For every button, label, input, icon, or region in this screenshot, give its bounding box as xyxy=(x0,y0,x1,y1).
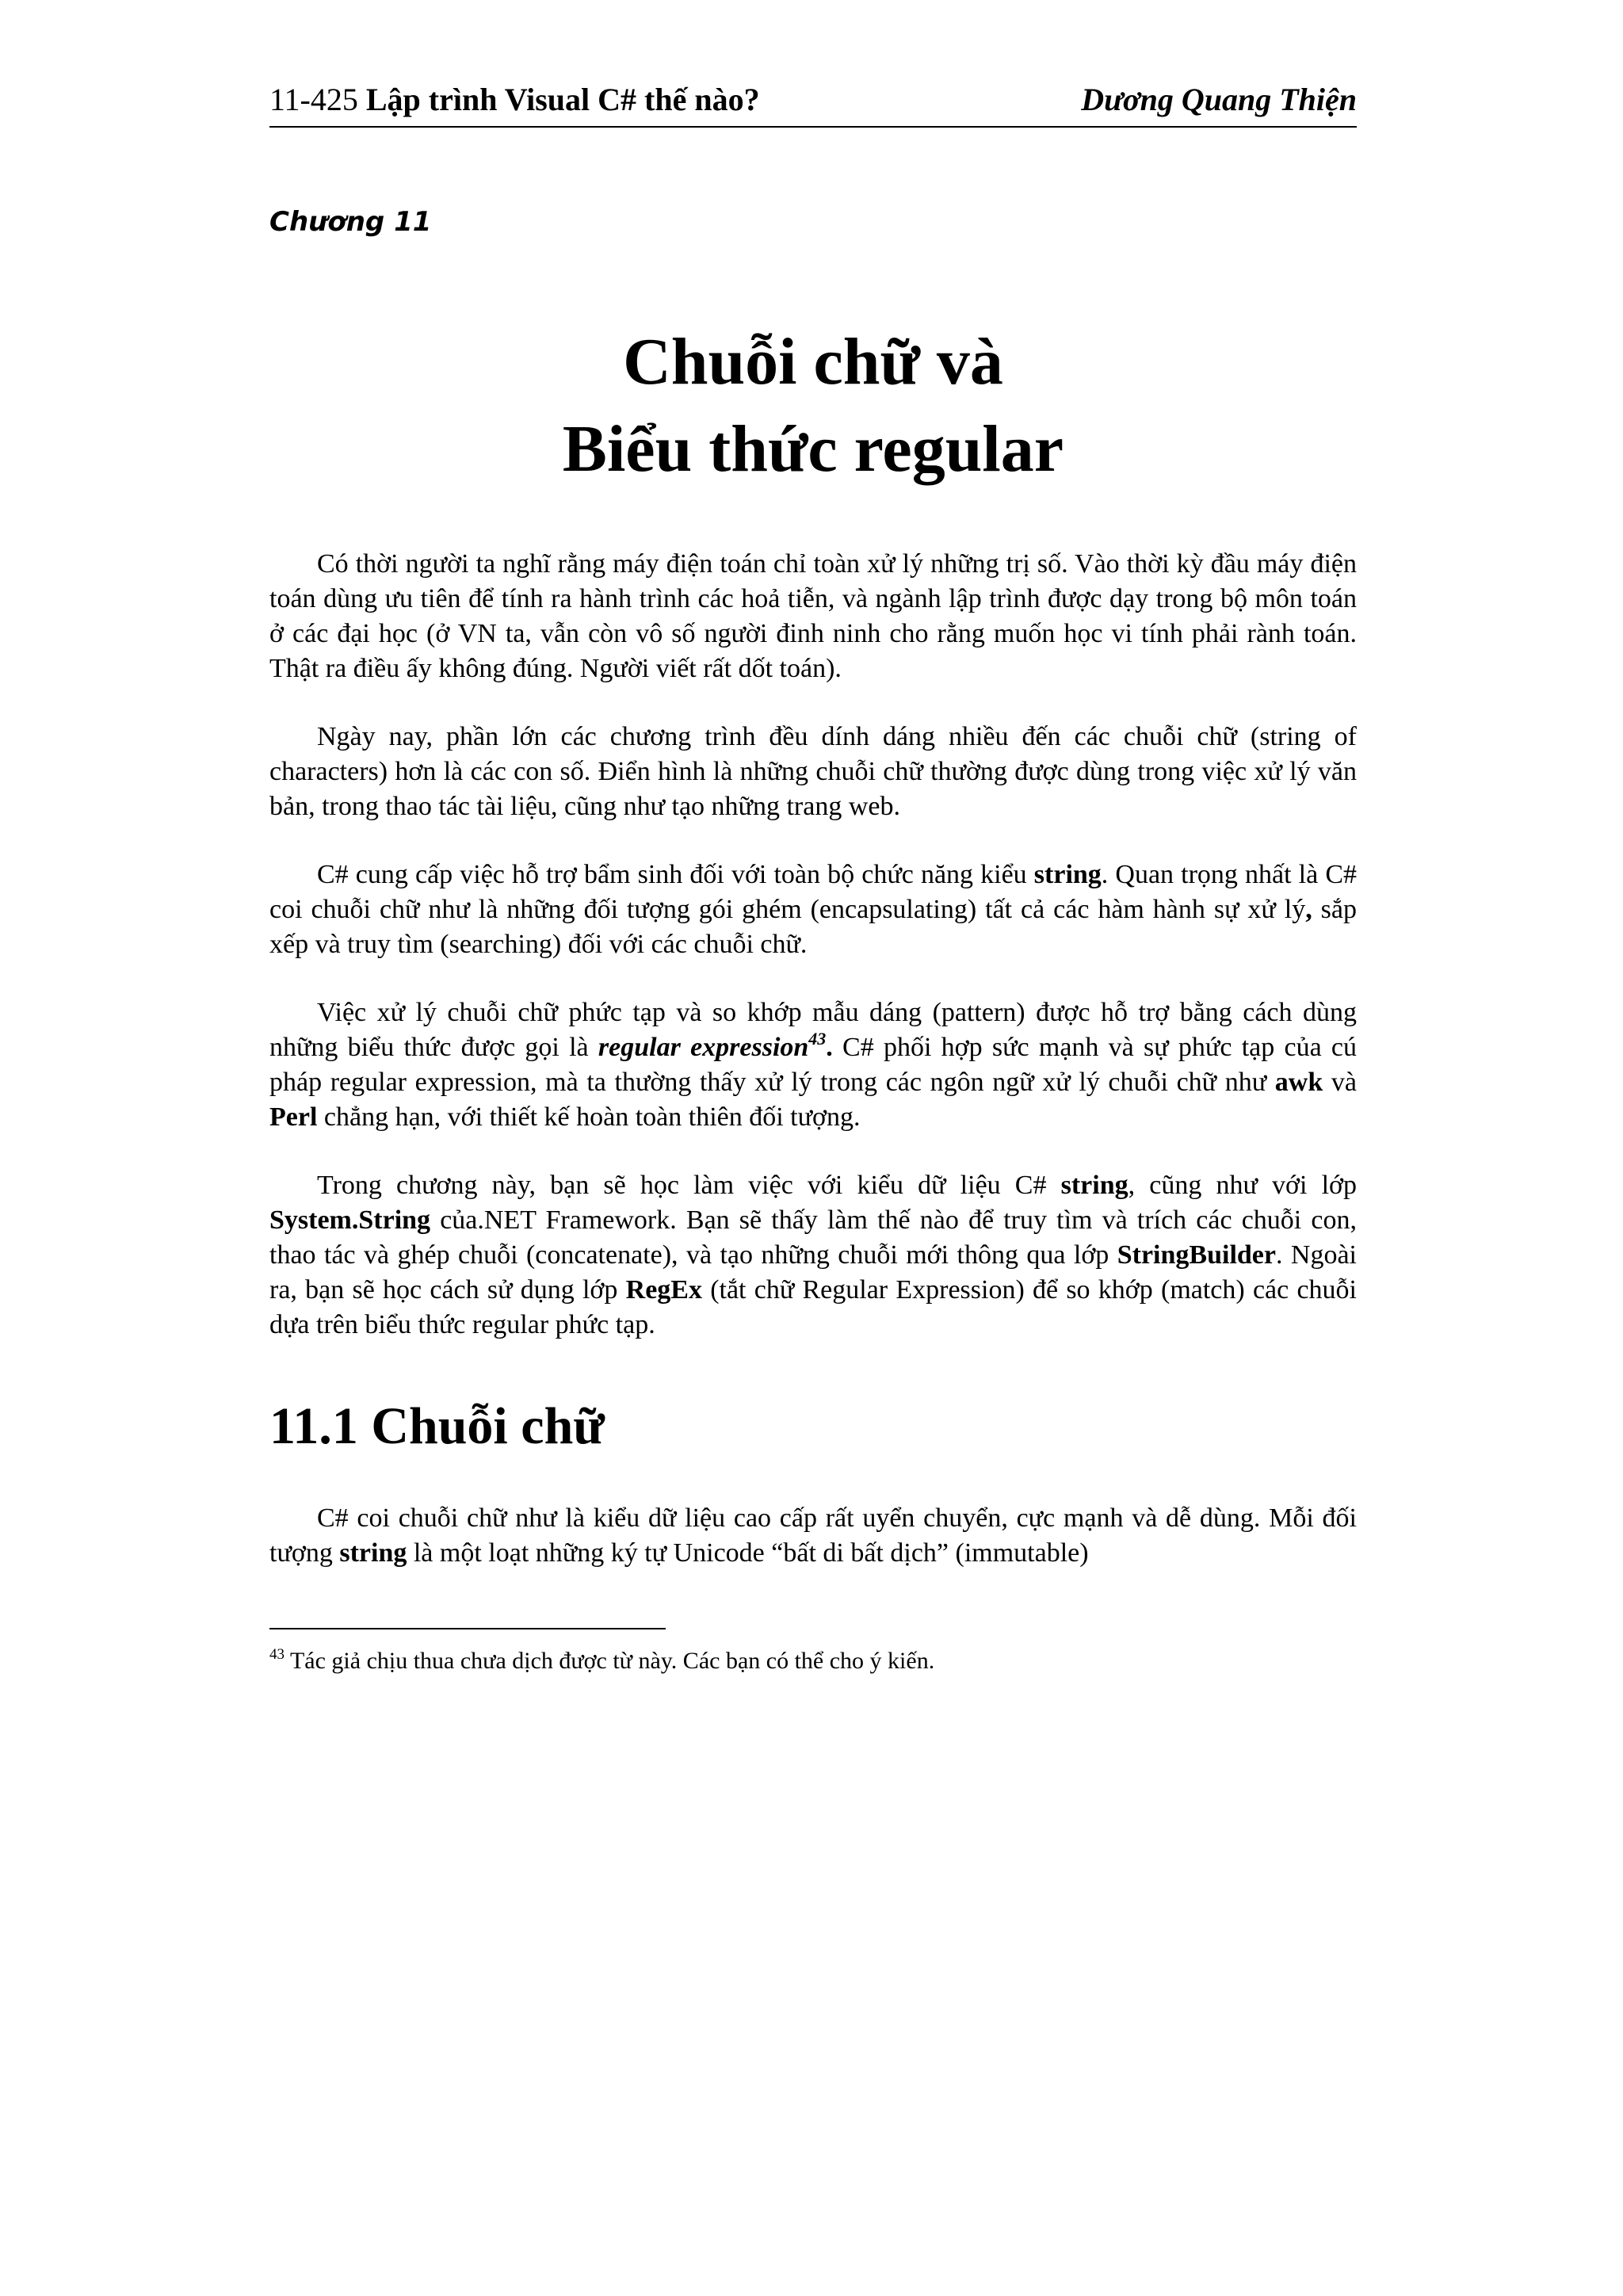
footnote-text: Tác giả chịu thua chưa dịch được từ này. Các bạn có thể cho ý kiến. xyxy=(285,1648,935,1674)
keyword-string: string xyxy=(339,1538,407,1568)
chapter-label: Chương 11 xyxy=(269,206,432,238)
text-run: của.NET Framework. Bạn sẽ thấy làm thế nào để truy tìm và trích các chuỗi con, thao tác và ghép chuỗi (concatenate), và tạo những chuỗi mới thông qua lớp xyxy=(269,1205,1357,1270)
text-run: C# phối hợp sức mạnh và sự phức tạp của cú pháp regular expression, mà ta thường thấy xử lý trong các ngôn ngữ xử lý chuỗi chữ như xyxy=(269,1033,1357,1097)
text-run: chẳng hạn, với thiết kế hoàn toàn thiên đối tượng. xyxy=(317,1102,861,1132)
text-run: là một loạt những ký tự Unicode “bất di bất dịch” (immutable) xyxy=(407,1538,1089,1568)
section-body xyxy=(269,1501,1357,1571)
header-book-title: Lập trình Visual C# thế nào? xyxy=(365,82,760,117)
running-header xyxy=(269,79,1357,124)
footnote-rule xyxy=(269,1628,666,1629)
header-rule xyxy=(269,126,1357,128)
term-regular-expression: regular expression xyxy=(598,1033,809,1062)
text-run: (tắt chữ Regular Expression) để so khớp (match) các chuỗi dựa trên biểu thức regular phức tạp. xyxy=(269,1275,1357,1339)
keyword-regex: RegEx xyxy=(625,1275,702,1305)
header-page-number: 11-425 xyxy=(269,82,358,117)
text-run: Trong chương này, bạn sẽ học làm việc với kiểu dữ liệu C# xyxy=(317,1171,1061,1200)
text-run: C# coi chuỗi chữ như là kiểu dữ liệu cao cấp rất uyển chuyển, cực mạnh và dễ dùng. Mỗi đối tượng xyxy=(269,1503,1357,1568)
chapter-title-line-2: Biểu thức regular xyxy=(562,412,1064,486)
chapter-title xyxy=(269,319,1357,493)
footnote-reference[interactable]: 43 xyxy=(808,1029,827,1049)
keyword-perl: Perl xyxy=(269,1102,318,1132)
text-run: Việc xử lý chuỗi chữ phức tạp và so khớp mẫu dáng (pattern) được hỗ trợ bằng cách dùng những biểu thức được gọi là xyxy=(269,998,1357,1062)
footnote-number: 43 xyxy=(269,1646,285,1663)
footnote xyxy=(269,1645,1357,1677)
keyword-string: string xyxy=(1033,860,1102,889)
section-heading: 11.1 Chuỗi chữ xyxy=(269,1397,605,1455)
intro-paragraph-4 xyxy=(269,995,1357,1135)
intro-paragraph-5 xyxy=(269,1168,1357,1343)
header-author: Dương Quang Thiện xyxy=(1081,82,1357,117)
text-run: , cũng như với lớp xyxy=(1128,1171,1357,1200)
intro-paragraph-2: Ngày nay, phần lớn các chương trình đều dính dáng nhiều đến các chuỗi chữ (string of characters) hơn là các con số. Điển hình là những chuỗi chữ thường được dùng trong việc xử lý văn bản, trong thao tác tài liệu, cũng như tạo những trang web. xyxy=(269,722,1357,821)
intro-paragraph-3 xyxy=(269,858,1357,962)
text-run: và xyxy=(1323,1068,1357,1097)
keyword-awk: awk xyxy=(1274,1068,1323,1097)
header-left xyxy=(269,79,760,120)
section-paragraph-1 xyxy=(269,1501,1357,1571)
document-page xyxy=(269,0,1357,2296)
keyword-system-string: System.String xyxy=(269,1205,431,1235)
bold-period: . xyxy=(826,1033,833,1062)
text-run: sắp xếp và truy tìm (searching) đối với các chuỗi chữ. xyxy=(269,895,1357,959)
keyword-string: string xyxy=(1060,1171,1128,1200)
intro-paragraph-1: Có thời người ta nghĩ rằng máy điện toán chỉ toàn xử lý những trị số. Vào thời kỳ đầu máy điện toán dùng ưu tiên để tính ra hành trình các hoả tiễn, và ngành lập trình được dạy trong bộ môn toán ở các đại học (ở VN ta, vẫn còn vô số người đinh ninh cho rằng muốn học vi tính phải rành toán. Thật ra điều ấy không đúng. Người viết rất dốt toán). xyxy=(269,549,1357,683)
text-run: . Ngoài ra, bạn sẽ học cách sử dụng lớp xyxy=(269,1240,1357,1305)
chapter-title-line-1: Chuỗi chữ và xyxy=(623,325,1003,399)
bold-comma: , xyxy=(1305,895,1312,924)
keyword-stringbuilder: StringBuilder xyxy=(1117,1240,1276,1270)
text-run: C# cung cấp việc hỗ trợ bẩm sinh đối với toàn bộ chức năng kiểu xyxy=(317,860,1034,889)
text-run: . Quan trọng nhất là C# coi chuỗi chữ như là những đối tượng gói ghém (encapsulating) tất cả các hàm hành sự xử lý xyxy=(269,860,1357,924)
intro-body xyxy=(269,547,1357,1343)
